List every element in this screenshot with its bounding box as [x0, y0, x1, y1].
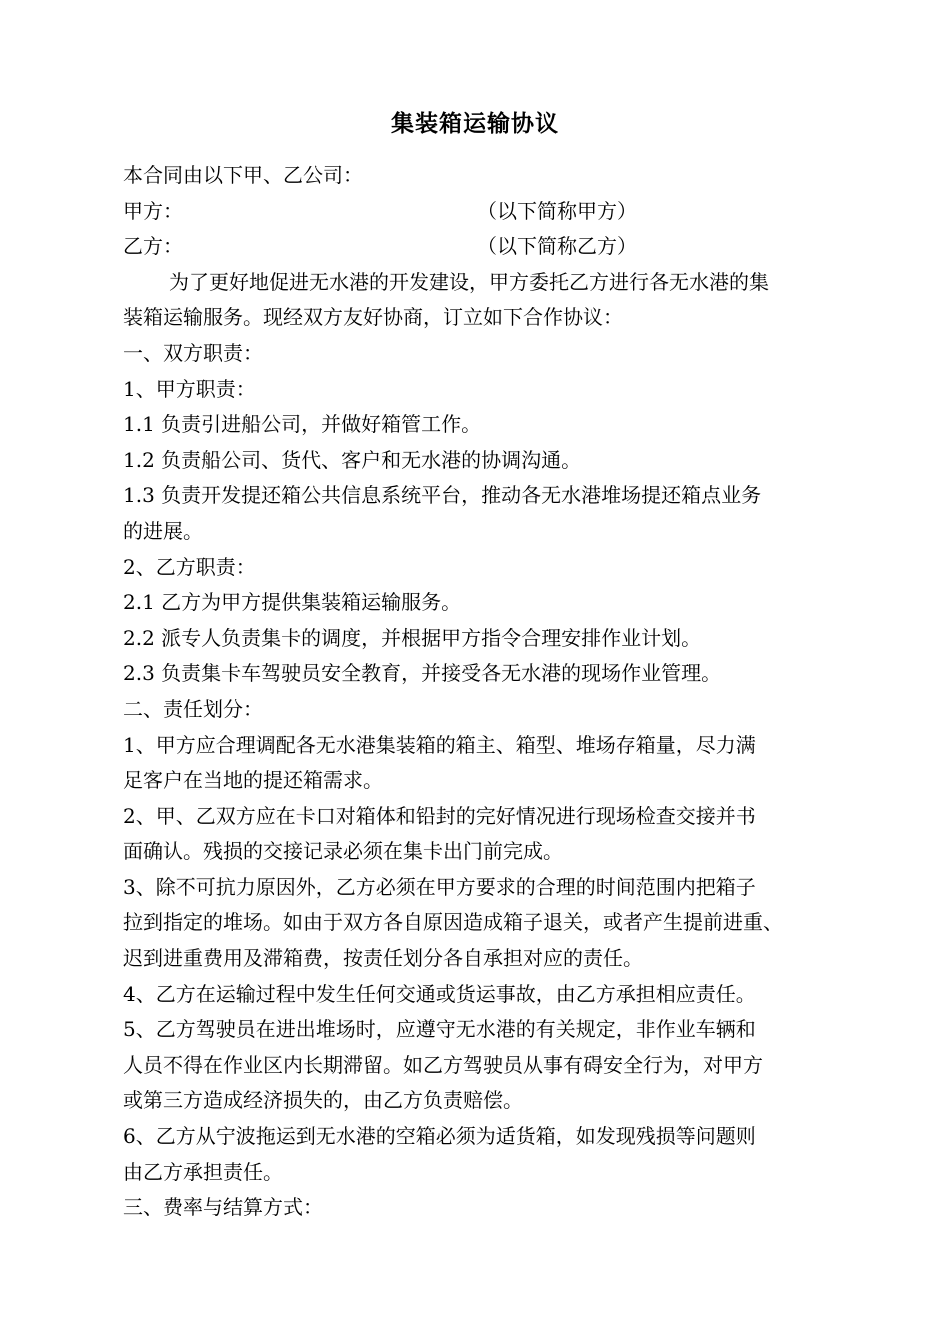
party-a-note: （以下简称甲方）	[477, 198, 637, 223]
clause-line: 1.1 负责引进船公司，并做好箱管工作。	[123, 412, 482, 437]
clause-line: 1.2 负责船公司、货代、客户和无水港的协调沟通。	[123, 447, 582, 472]
section-heading: 二、责任划分：	[123, 696, 263, 721]
party-b-line	[123, 229, 843, 265]
clause-line: 6、乙方从宁波拖运到无水港的空箱必须为适货箱，如发现残损等问题则	[123, 1124, 756, 1149]
clause-line: 迟到进重费用及滞箱费，按责任划分各自承担对应的责任。	[123, 946, 643, 971]
clause-line: 2.1 乙方为甲方提供集装箱运输服务。	[123, 590, 462, 615]
document-body	[123, 158, 843, 1226]
clause-line: 或第三方造成经济损失的，由乙方负责赔偿。	[123, 1088, 523, 1113]
clause-line: 2.2 派专人负责集卡的调度，并根据甲方指令合理安排作业计划。	[123, 625, 702, 650]
document-title: 集装箱运输协议	[391, 111, 559, 137]
intro-line: 本合同由以下甲、乙公司：	[123, 163, 363, 187]
preamble-line: 为了更好地促进无水港的开发建设，甲方委托乙方进行各无水港的集	[169, 269, 769, 294]
party-b-note: （以下简称乙方）	[477, 234, 637, 259]
clause-line: 足客户在当地的提还箱需求。	[123, 768, 383, 793]
clause-line: 的进展。	[123, 518, 203, 543]
subsection-heading: 2、乙方职责：	[123, 554, 256, 579]
clause-line: 1.3 负责开发提还箱公共信息系统平台，推动各无水港堆场提还箱点业务	[123, 483, 762, 508]
section-heading: 一、双方职责：	[123, 340, 263, 365]
subsection-heading: 1、甲方职责：	[123, 376, 256, 401]
clause-line: 2.3 负责集卡车驾驶员安全教育，并接受各无水港的现场作业管理。	[123, 661, 722, 686]
clause-line: 拉到指定的堆场。如由于双方各自原因造成箱子退关，或者产生提前进重、	[123, 910, 783, 935]
clause-line: 2、甲、乙双方应在卡口对箱体和铅封的完好情况进行现场检查交接并书	[123, 803, 756, 828]
section-heading: 三、费率与结算方式：	[123, 1195, 323, 1220]
clause-line: 5、乙方驾驶员在进出堆场时，应遵守无水港的有关规定，非作业车辆和	[123, 1017, 756, 1042]
clause-line: 面确认。残损的交接记录必须在集卡出门前完成。	[123, 839, 563, 864]
preamble-line: 装箱运输服务。现经双方友好协商，订立如下合作协议：	[123, 305, 623, 330]
clause-line: 3、除不可抗力原因外，乙方必须在甲方要求的合理的时间范围内把箱子	[123, 874, 756, 899]
clause-line: 4、乙方在运输过程中发生任何交通或货运事故，由乙方承担相应责任。	[123, 981, 756, 1006]
party-a-label: 甲方：	[123, 198, 183, 223]
party-a-line	[123, 194, 843, 230]
clause-line: 人员不得在作业区内长期滞留。如乙方驾驶员从事有碍安全行为，对甲方	[123, 1052, 763, 1077]
party-b-label: 乙方：	[123, 234, 183, 259]
clause-line: 1、甲方应合理调配各无水港集装箱的箱主、箱型、堆场存箱量，尽力满	[123, 732, 756, 757]
clause-line: 由乙方承担责任。	[123, 1159, 283, 1184]
